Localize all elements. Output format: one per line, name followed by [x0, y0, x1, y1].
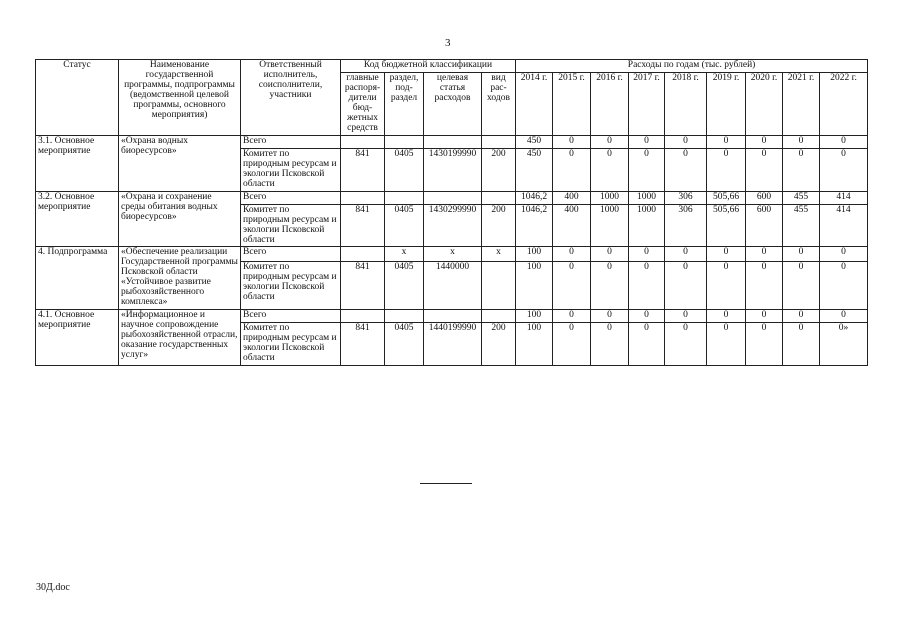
amount-cell: 0 — [746, 262, 783, 310]
amount-cell: 0 — [553, 247, 591, 262]
executor-cell: Всего — [241, 135, 341, 148]
article-cell: 1430199990 — [424, 148, 482, 191]
grbs-cell — [341, 191, 385, 204]
status-cell: 3.2. Основное мероприятие — [36, 191, 119, 247]
program-name-cell: «Информационное и научное сопровождение рыбохозяйственной отрасли, оказание государственных услуг» — [119, 310, 241, 366]
header-year: 2021 г. — [783, 72, 820, 135]
footer-filename: 30Д.doc — [36, 582, 70, 593]
type-cell — [482, 262, 516, 310]
section-cell: 0405 — [385, 323, 424, 366]
divider-line — [420, 483, 472, 484]
header-status: Статус — [36, 60, 119, 136]
amount-cell: 600 — [746, 204, 783, 247]
amount-cell: 0 — [553, 323, 591, 366]
article-cell — [424, 135, 482, 148]
amount-cell: 0 — [591, 247, 629, 262]
article-cell — [424, 310, 482, 323]
status-cell: 4.1. Основное мероприятие — [36, 310, 119, 366]
amount-cell: 0 — [707, 310, 746, 323]
amount-cell: 100 — [516, 310, 553, 323]
status-cell: 4. Подпрограмма — [36, 247, 119, 310]
amount-cell: 0 — [746, 247, 783, 262]
amount-cell: 0 — [665, 323, 707, 366]
amount-cell: 1046,2 — [516, 204, 553, 247]
amount-cell: 0 — [553, 262, 591, 310]
header-year: 2016 г. — [591, 72, 629, 135]
header-bcc-section: раздел, под-раздел — [385, 72, 424, 135]
amount-cell: 505,66 — [707, 191, 746, 204]
amount-cell: 0 — [629, 323, 665, 366]
amount-cell: 1000 — [629, 204, 665, 247]
amount-cell: 450 — [516, 148, 553, 191]
amount-cell: 0 — [629, 148, 665, 191]
executor-cell: Комитет по природным ресурсам и экологии Псковской области — [241, 148, 341, 191]
amount-cell: 0 — [591, 262, 629, 310]
table-row-total — [36, 191, 868, 204]
amount-cell: 0 — [553, 148, 591, 191]
amount-cell: 0 — [665, 135, 707, 148]
table-row-total — [36, 135, 868, 148]
amount-cell: 455 — [783, 204, 820, 247]
amount-cell: 0 — [783, 135, 820, 148]
article-cell: 1430299990 — [424, 204, 482, 247]
type-cell: 200 — [482, 323, 516, 366]
amount-cell: 600 — [746, 191, 783, 204]
header-year: 2017 г. — [629, 72, 665, 135]
amount-cell: 0 — [783, 148, 820, 191]
amount-cell: 0 — [783, 262, 820, 310]
amount-cell: 0» — [820, 323, 868, 366]
article-cell: 1440000 — [424, 262, 482, 310]
amount-cell: 0 — [553, 310, 591, 323]
amount-cell: 0 — [707, 323, 746, 366]
header-bcc-grbs: главные распоря-дители бюд-жетных средств — [341, 72, 385, 135]
grbs-cell: 841 — [341, 323, 385, 366]
header-year: 2018 г. — [665, 72, 707, 135]
amount-cell: 455 — [783, 191, 820, 204]
header-executor: Ответственный исполнитель, соисполнители, участники — [241, 60, 341, 136]
amount-cell: 0 — [665, 262, 707, 310]
amount-cell: 0 — [591, 148, 629, 191]
header-year: 2015 г. — [553, 72, 591, 135]
amount-cell: 0 — [820, 310, 868, 323]
grbs-cell: 841 — [341, 148, 385, 191]
grbs-cell: 841 — [341, 262, 385, 310]
section-cell — [385, 310, 424, 323]
amount-cell: 0 — [783, 323, 820, 366]
amount-cell: 0 — [820, 247, 868, 262]
amount-cell: 0 — [665, 247, 707, 262]
grbs-cell: 841 — [341, 204, 385, 247]
executor-cell: Комитет по природным ресурсам и экологии Псковской области — [241, 204, 341, 247]
section-cell: х — [385, 247, 424, 262]
table-row-total — [36, 310, 868, 323]
article-cell — [424, 191, 482, 204]
section-cell — [385, 135, 424, 148]
header-program-name: Наименование государственной программы, подпрограммы (ведомственной целевой программы, основного мероприятия) — [119, 60, 241, 136]
article-cell: х — [424, 247, 482, 262]
budget-table-body — [36, 135, 868, 365]
amount-cell: 0 — [820, 262, 868, 310]
amount-cell: 0 — [591, 323, 629, 366]
header-bcc-type: вид рас-ходов — [482, 72, 516, 135]
budget-table — [35, 59, 868, 366]
grbs-cell — [341, 135, 385, 148]
header-bcc-article: целевая статья расходов — [424, 72, 482, 135]
type-cell — [482, 135, 516, 148]
header-spending-group: Расходы по годам (тыс. рублей) — [516, 60, 868, 73]
executor-cell: Всего — [241, 310, 341, 323]
amount-cell: 0 — [629, 310, 665, 323]
executor-cell: Комитет по природным ресурсам и экологии Псковской области — [241, 262, 341, 310]
amount-cell: 0 — [665, 310, 707, 323]
amount-cell: 0 — [629, 262, 665, 310]
executor-cell: Всего — [241, 247, 341, 262]
type-cell — [482, 310, 516, 323]
program-name-cell: «Обеспечение реализации Государственной программы Псковской области «Устойчивое развитие рыбохозяйственного комплекса» — [119, 247, 241, 310]
amount-cell: 0 — [820, 135, 868, 148]
amount-cell: 0 — [553, 135, 591, 148]
header-year: 2020 г. — [746, 72, 783, 135]
grbs-cell — [341, 247, 385, 262]
amount-cell: 0 — [707, 247, 746, 262]
program-name-cell: «Охрана водных биоресурсов» — [119, 135, 241, 191]
amount-cell: 1000 — [591, 204, 629, 247]
amount-cell: 0 — [746, 148, 783, 191]
amount-cell: 414 — [820, 191, 868, 204]
amount-cell: 0 — [707, 262, 746, 310]
amount-cell: 0 — [746, 323, 783, 366]
amount-cell: 0 — [783, 310, 820, 323]
header-year: 2019 г. — [707, 72, 746, 135]
amount-cell: 0 — [746, 135, 783, 148]
amount-cell: 0 — [665, 148, 707, 191]
amount-cell: 0 — [591, 135, 629, 148]
section-cell: 0405 — [385, 148, 424, 191]
amount-cell: 450 — [516, 135, 553, 148]
grbs-cell — [341, 310, 385, 323]
page-number: 3 — [445, 37, 451, 49]
amount-cell: 0 — [707, 148, 746, 191]
section-cell: 0405 — [385, 262, 424, 310]
amount-cell: 400 — [553, 204, 591, 247]
amount-cell: 306 — [665, 204, 707, 247]
amount-cell: 1000 — [629, 191, 665, 204]
amount-cell: 0 — [629, 247, 665, 262]
type-cell: 200 — [482, 204, 516, 247]
program-name-cell: «Охрана и сохранение среды обитания водных биоресурсов» — [119, 191, 241, 247]
amount-cell: 0 — [707, 135, 746, 148]
type-cell: х — [482, 247, 516, 262]
section-cell — [385, 191, 424, 204]
executor-cell: Комитет по природным ресурсам и экологии Псковской области — [241, 323, 341, 366]
header-bcc-group: Код бюджетной классификации — [341, 60, 516, 73]
amount-cell: 400 — [553, 191, 591, 204]
type-cell: 200 — [482, 148, 516, 191]
amount-cell: 306 — [665, 191, 707, 204]
table-row-total — [36, 247, 868, 262]
amount-cell: 0 — [783, 247, 820, 262]
amount-cell: 0 — [591, 310, 629, 323]
amount-cell: 0 — [746, 310, 783, 323]
amount-cell: 505,66 — [707, 204, 746, 247]
amount-cell: 100 — [516, 247, 553, 262]
status-cell: 3.1. Основное мероприятие — [36, 135, 119, 191]
header-row-top — [36, 60, 868, 73]
amount-cell: 1000 — [591, 191, 629, 204]
amount-cell: 414 — [820, 204, 868, 247]
amount-cell: 100 — [516, 262, 553, 310]
header-year: 2022 г. — [820, 72, 868, 135]
amount-cell: 0 — [629, 135, 665, 148]
article-cell: 1440199990 — [424, 323, 482, 366]
type-cell — [482, 191, 516, 204]
header-year: 2014 г. — [516, 72, 553, 135]
section-cell: 0405 — [385, 204, 424, 247]
amount-cell: 1046,2 — [516, 191, 553, 204]
amount-cell: 0 — [820, 148, 868, 191]
executor-cell: Всего — [241, 191, 341, 204]
amount-cell: 100 — [516, 323, 553, 366]
